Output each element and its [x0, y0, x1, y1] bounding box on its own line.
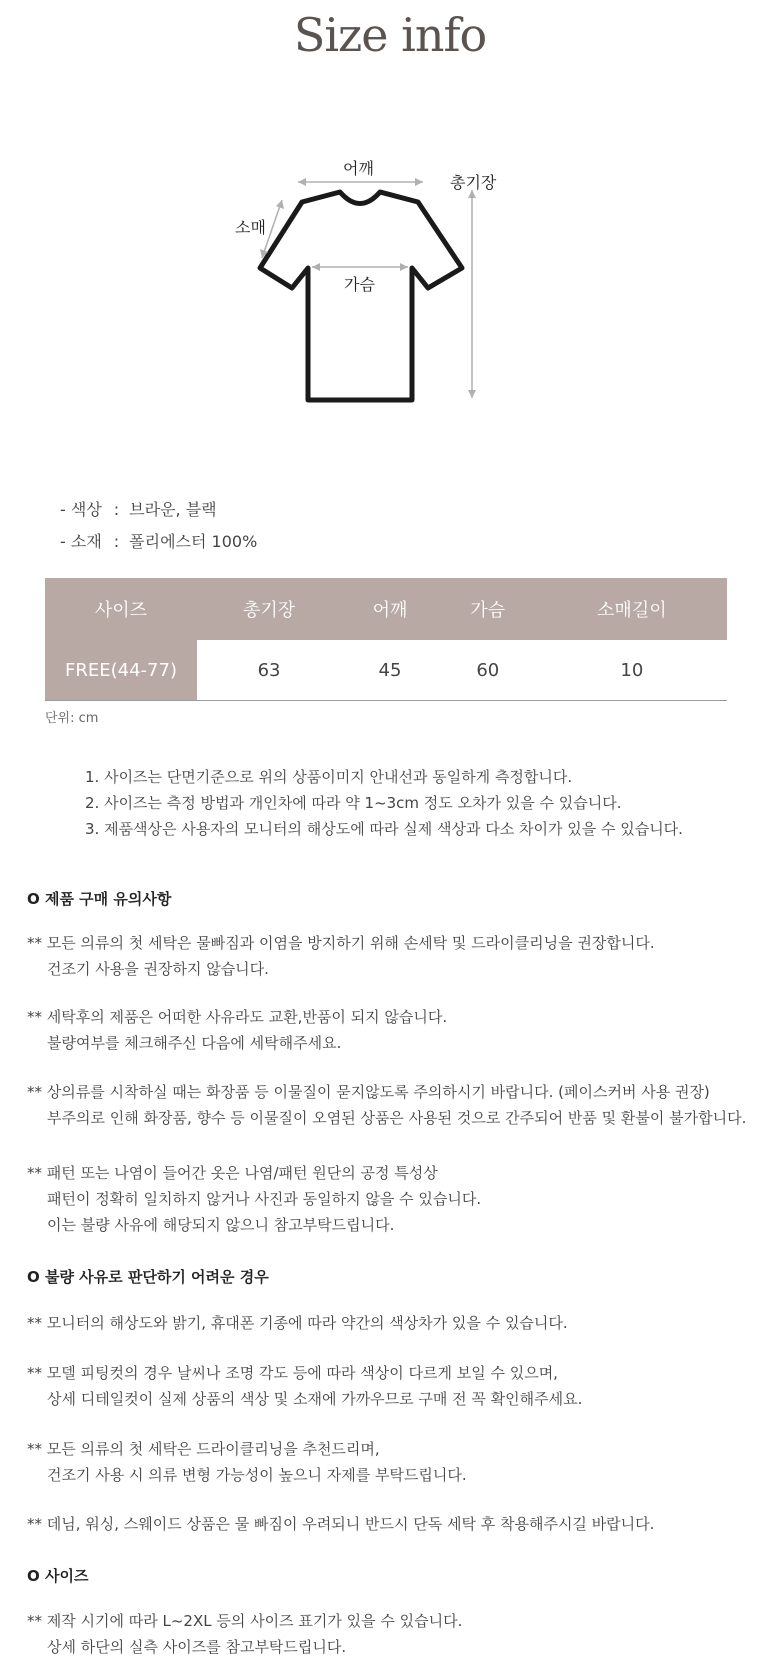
spec-material: - 소재 : 폴리에스터 100% — [60, 532, 258, 551]
spec-color: - 색상 : 브라운, 블랙 — [60, 500, 217, 519]
caution-item: ** 모든 의류의 첫 세탁은 물빠짐과 이염을 방지하기 위해 손세탁 및 드라이클리닝을 권장합니다. 건조기 사용을 권장하지 않습니다. — [27, 934, 655, 978]
table-cell: 45 — [341, 640, 439, 701]
table-cell: 60 — [439, 640, 537, 701]
table-cell: FREE(44-77) — [45, 640, 197, 701]
caution-item: ** 상의류를 시착하실 때는 화장품 등 이물질이 묻지않도록 주의하시기 바랍니다. (페이스커버 사용 권장) 부주의로 인해 화장품, 향수 등 이물질이 오염된 상품은 사용된 것으로 간주되어 반품 및 환불이 불가합니다. — [27, 1083, 747, 1127]
table-header: 총기장 — [197, 578, 341, 640]
page-title: Size info — [293, 8, 487, 62]
shoulder-label: 어깨 — [343, 159, 374, 178]
defect-item: ** 모든 의류의 첫 세탁은 드라이클리닝을 추천드리며, 건조기 사용 시 의류 변형 가능성이 높으니 자제를 부탁드립니다. — [27, 1440, 467, 1484]
tshirt-icon — [240, 160, 540, 440]
caution-item: ** 세탁후의 제품은 어떠한 사유라도 교환,반품이 되지 않습니다. 불량여부를 체크해주신 다음에 세탁해주세요. — [27, 1008, 448, 1052]
table-cell: 63 — [197, 640, 341, 701]
measurement-notes — [85, 764, 683, 842]
table-header: 사이즈 — [45, 578, 197, 640]
table-cell: 10 — [537, 640, 727, 701]
length-label: 총기장 — [450, 173, 497, 192]
size-table — [45, 578, 727, 701]
section-heading-defect: O 불량 사유로 판단하기 어려운 경우 — [27, 1268, 269, 1286]
section-heading-caution: O 제품 구매 유의사항 — [27, 890, 172, 908]
sleeve-label: 소매 — [235, 218, 266, 237]
note-item: 1. 사이즈는 단면기준으로 위의 상품이미지 안내선과 동일하게 측정합니다. — [85, 768, 573, 786]
table-header: 소매길이 — [537, 578, 727, 640]
unit-note: 단위: cm — [45, 711, 99, 726]
table-header: 어깨 — [341, 578, 439, 640]
defect-item: ** 모니터의 해상도와 밝기, 휴대폰 기종에 따라 약간의 색상차가 있을 수 있습니다. — [27, 1314, 568, 1332]
size-diagram — [235, 159, 540, 440]
note-item: 3. 제품색상은 사용자의 모니터의 해상도에 따라 실제 색상과 다소 차이가 있을 수 있습니다. — [85, 820, 683, 838]
table-header-row — [45, 578, 727, 640]
defect-item: ** 모델 피팅컷의 경우 날씨나 조명 각도 등에 따라 색상이 다르게 보일 수 있으며, 상세 디테일컷이 실제 상품의 색상 및 소재에 가까우므로 구매 전 꼭 확인해주세요. — [27, 1364, 583, 1408]
note-item: 2. 사이즈는 측정 방법과 개인차에 따라 약 1~3cm 정도 오차가 있을 수 있습니다. — [85, 794, 622, 812]
defect-item: ** 데님, 워싱, 스웨이드 상품은 물 빠짐이 우려되니 반드시 단독 세탁 후 착용해주시길 바랍니다. — [27, 1515, 655, 1533]
size-item: ** 제작 시기에 따라 L~2XL 등의 사이즈 표기가 있을 수 있습니다. 상세 하단의 실측 사이즈를 참고부탁드립니다. — [27, 1612, 463, 1656]
table-row — [45, 640, 727, 701]
chest-label: 가슴 — [344, 275, 375, 294]
caution-item: ** 패턴 또는 나염이 들어간 옷은 나염/패턴 원단의 공정 특성상 패턴이 정확히 일치하지 않거나 사진과 동일하지 않을 수 있습니다. 이는 불량 사유에 해당되지 않으니 참고부탁드립니다. — [27, 1164, 482, 1234]
table-header: 가슴 — [439, 578, 537, 640]
section-heading-size: O 사이즈 — [27, 1567, 89, 1585]
